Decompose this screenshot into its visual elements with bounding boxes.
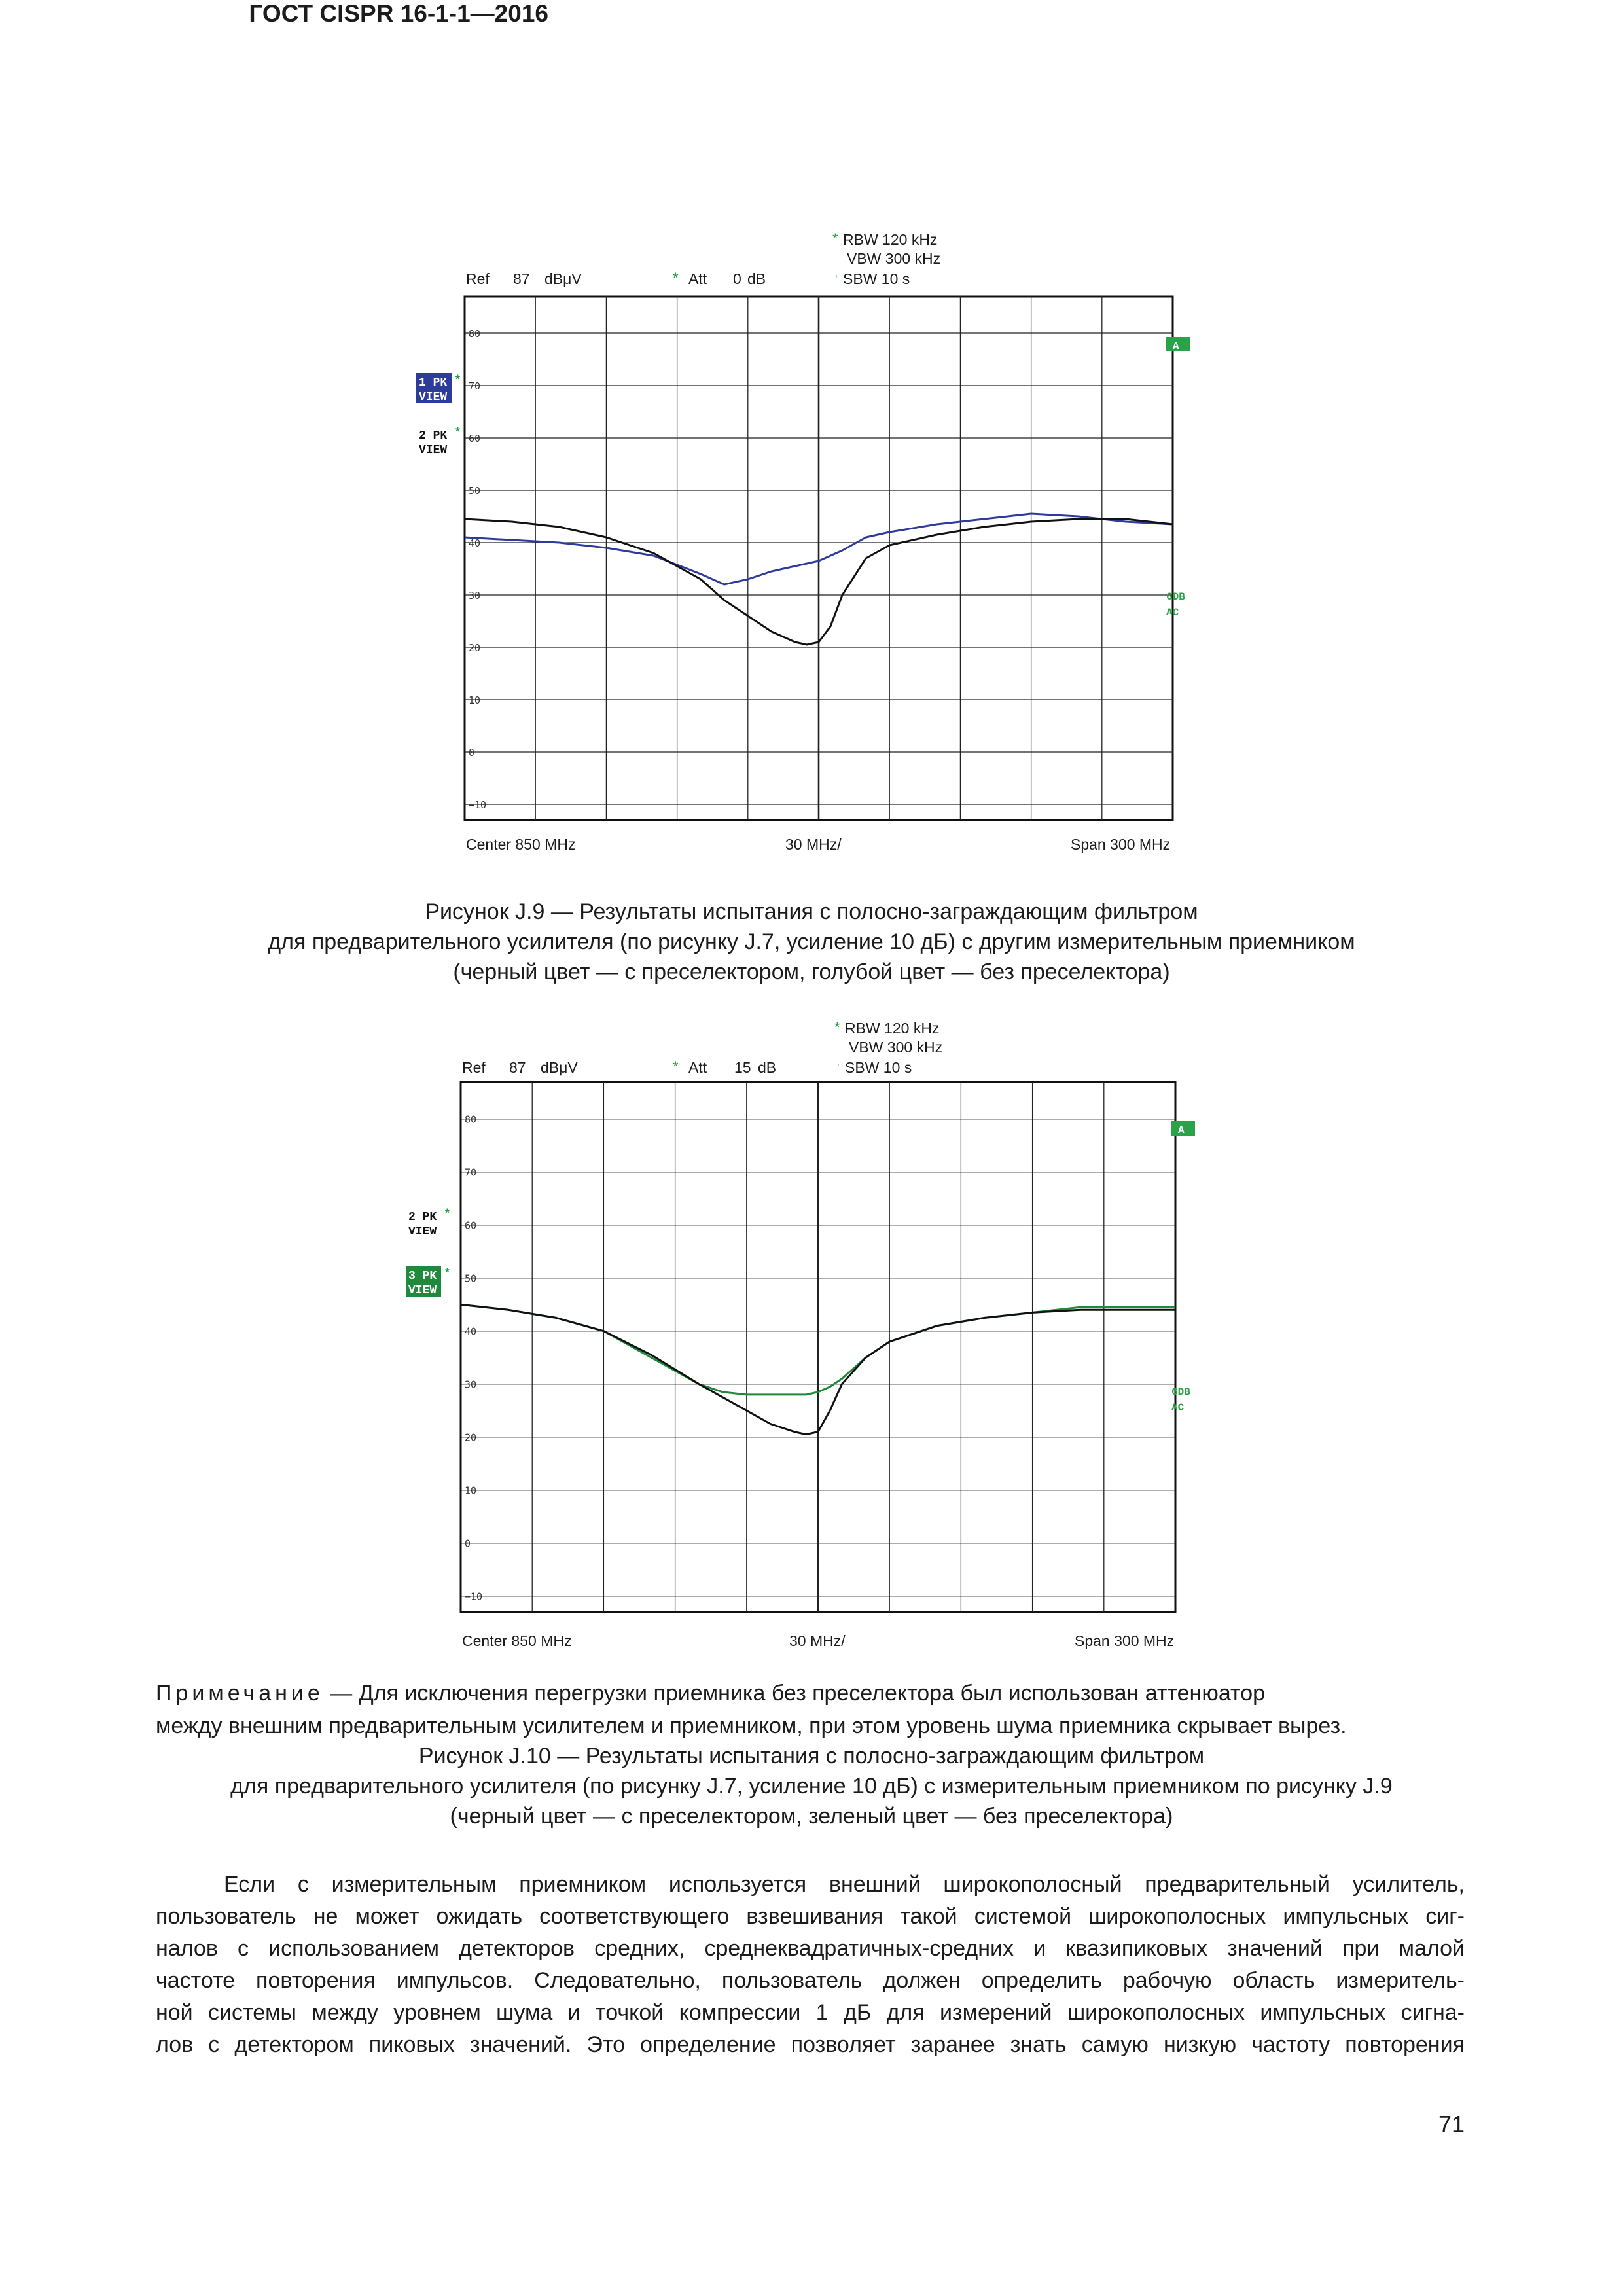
ref-unit: dBμV [541, 1059, 578, 1076]
y-tick-label: 80 [465, 1113, 477, 1126]
trace-3-star-icon: * [444, 1268, 451, 1281]
att-marker-icon: * [673, 270, 679, 286]
frequency-division-label: 30 MHz/ [789, 1632, 846, 1649]
caption-line: для предварительного усилителя (по рисунку J.7, усиление 10 дБ) с измерительным приемником по рисунку J.9 [230, 1774, 1393, 1799]
att-label: Att [688, 1059, 707, 1076]
page-number: 71 [1438, 2111, 1465, 2138]
caption-line: (черный цвет — с преселектором, зеленый цвет — без преселектора) [450, 1804, 1173, 1829]
paragraph-line: частоте повторения импульсов. Следовательно, пользователь должен определить рабочую область измеритель- [156, 1968, 1465, 1993]
y-tick-label: 10 [465, 1484, 477, 1497]
right-badge-6db: 6DB [1171, 1386, 1190, 1398]
trace-1-badge-line1: 1 PK [419, 376, 448, 389]
caption-line: (черный цвет — с преселектором, голубой цвет — без преселектора) [453, 960, 1170, 984]
y-tick-label: 30 [469, 590, 481, 601]
caption-line: Рисунок J.9 — Результаты испытания с полосно-заграждающим фильтром [425, 899, 1198, 924]
figure-j10 [399, 1018, 1263, 1666]
document-code: ГОСТ CISPR 16-1-1—2016 [249, 0, 548, 27]
caption-line: Рисунок J.10 — Результаты испытания с полосно-заграждающим фильтром [418, 1744, 1205, 1768]
trace-3-badge-line2: VIEW [408, 1284, 437, 1297]
att-unit: dB [747, 270, 766, 287]
y-tick-label: 70 [465, 1166, 477, 1179]
y-tick-label: 50 [469, 485, 481, 497]
y-tick-label: 0 [465, 1537, 471, 1550]
paragraph-line: налов с использованием детекторов средних, среднеквадратичных-средних и квазипиковых значений при малой [156, 1936, 1465, 1961]
figure-j9-caption [105, 897, 1518, 987]
vbw-label: VBW 300 kHz [847, 250, 941, 267]
trace-2-badge-line1: 2 PK [419, 429, 448, 442]
rbw-label: RBW 120 kHz [843, 231, 938, 248]
trace-2-badge-line2: VIEW [408, 1225, 437, 1238]
plot-area [461, 1082, 1175, 1612]
spectrum-chart-j9 [406, 229, 1257, 877]
ref-value: 87 [513, 270, 530, 287]
sbw-marker-icon: ' [835, 273, 838, 286]
att-unit: dB [758, 1059, 777, 1076]
note [156, 1677, 1465, 1742]
right-badge-ac: AC [1166, 607, 1179, 619]
y-tick-label: 60 [465, 1219, 477, 1232]
span-label: Span 300 MHz [1075, 1632, 1175, 1649]
paragraph-line: ной системы между уровнем шума и точкой компрессии 1 дБ для измерений широкополосных импульсных сигна- [156, 2000, 1465, 2025]
right-badge-6db: 6DB [1166, 591, 1185, 603]
att-label: Att [688, 270, 707, 287]
y-tick-label: 20 [465, 1431, 477, 1444]
center-frequency-label: Center 850 MHz [466, 836, 576, 853]
figure-j9 [406, 229, 1257, 877]
center-frequency-label: Center 850 MHz [462, 1632, 572, 1649]
note-text: между внешним предварительным усилителем и приемником, при этом уровень шума приемника скрывает вырез. [156, 1713, 1347, 1738]
note-label: Примечание [156, 1681, 324, 1706]
paragraph-line: лов с детектором пиковых значений. Это определение позволяет заранее знать самую низкую частоту повторения [156, 2032, 1465, 2057]
rbw-marker-icon: * [832, 230, 838, 247]
trace-3-badge-line1: 3 PK [408, 1270, 437, 1283]
ref-label: Ref [462, 1059, 486, 1076]
y-tick-label: 30 [465, 1378, 477, 1391]
att-value: 15 [734, 1059, 751, 1076]
att-marker-icon: * [673, 1058, 679, 1075]
trace-1-badge-line2: VIEW [419, 391, 448, 404]
att-value: 0 [733, 270, 741, 287]
span-label: Span 300 MHz [1071, 836, 1171, 853]
right-badge-ac: AC [1171, 1402, 1185, 1414]
ref-value: 87 [509, 1059, 526, 1076]
trace-1-star-icon: * [454, 374, 461, 387]
paragraph-line: Если с измерительным приемником используется внешний широкополосный предварительный усилитель, [224, 1872, 1465, 1897]
trace-2-badge-line1: 2 PK [408, 1211, 437, 1224]
y-tick-label: 0 [469, 747, 475, 759]
y-tick-label: 40 [465, 1325, 477, 1338]
note-text: — Для исключения перегрузки приемника без преселектора был использован аттенюатор [323, 1681, 1266, 1706]
vbw-label: VBW 300 kHz [849, 1039, 943, 1056]
sbw-marker-icon: ' [837, 1062, 840, 1075]
y-tick-label: 10 [469, 694, 481, 706]
sbw-label: SBW 10 s [845, 1059, 912, 1076]
spectrum-chart-j10 [399, 1018, 1263, 1666]
y-tick-label: 40 [469, 537, 481, 549]
ref-unit: dBμV [544, 270, 582, 287]
y-tick-label: 70 [469, 380, 481, 392]
trace-2-badge-line2: VIEW [419, 444, 448, 457]
right-marker-a: A [1173, 340, 1179, 352]
y-tick-label: −10 [469, 799, 487, 811]
y-tick-label: 60 [469, 433, 481, 444]
body-paragraph [156, 1869, 1465, 2061]
ref-label: Ref [466, 270, 490, 287]
y-tick-label: 50 [465, 1272, 477, 1285]
trace-2-star-icon: * [454, 427, 461, 440]
figure-j10-caption [105, 1741, 1518, 1831]
paragraph-line: пользователь не может ожидать соответствующего взвешивания такой системой широкополосных импульсных сиг- [156, 1904, 1465, 1929]
sbw-label: SBW 10 s [843, 270, 910, 287]
plot-area [465, 296, 1173, 820]
right-marker-a: A [1178, 1124, 1185, 1136]
rbw-label: RBW 120 kHz [845, 1020, 940, 1037]
caption-line: для предварительного усилителя (по рисунку J.7, усиление 10 дБ) с другим измерительным приемником [268, 929, 1355, 954]
y-tick-label: 80 [469, 328, 481, 340]
rbw-marker-icon: * [834, 1019, 840, 1035]
trace-2-star-icon: * [444, 1208, 451, 1221]
y-tick-label: −10 [465, 1590, 483, 1603]
y-tick-label: 20 [469, 642, 481, 654]
frequency-division-label: 30 MHz/ [785, 836, 842, 853]
